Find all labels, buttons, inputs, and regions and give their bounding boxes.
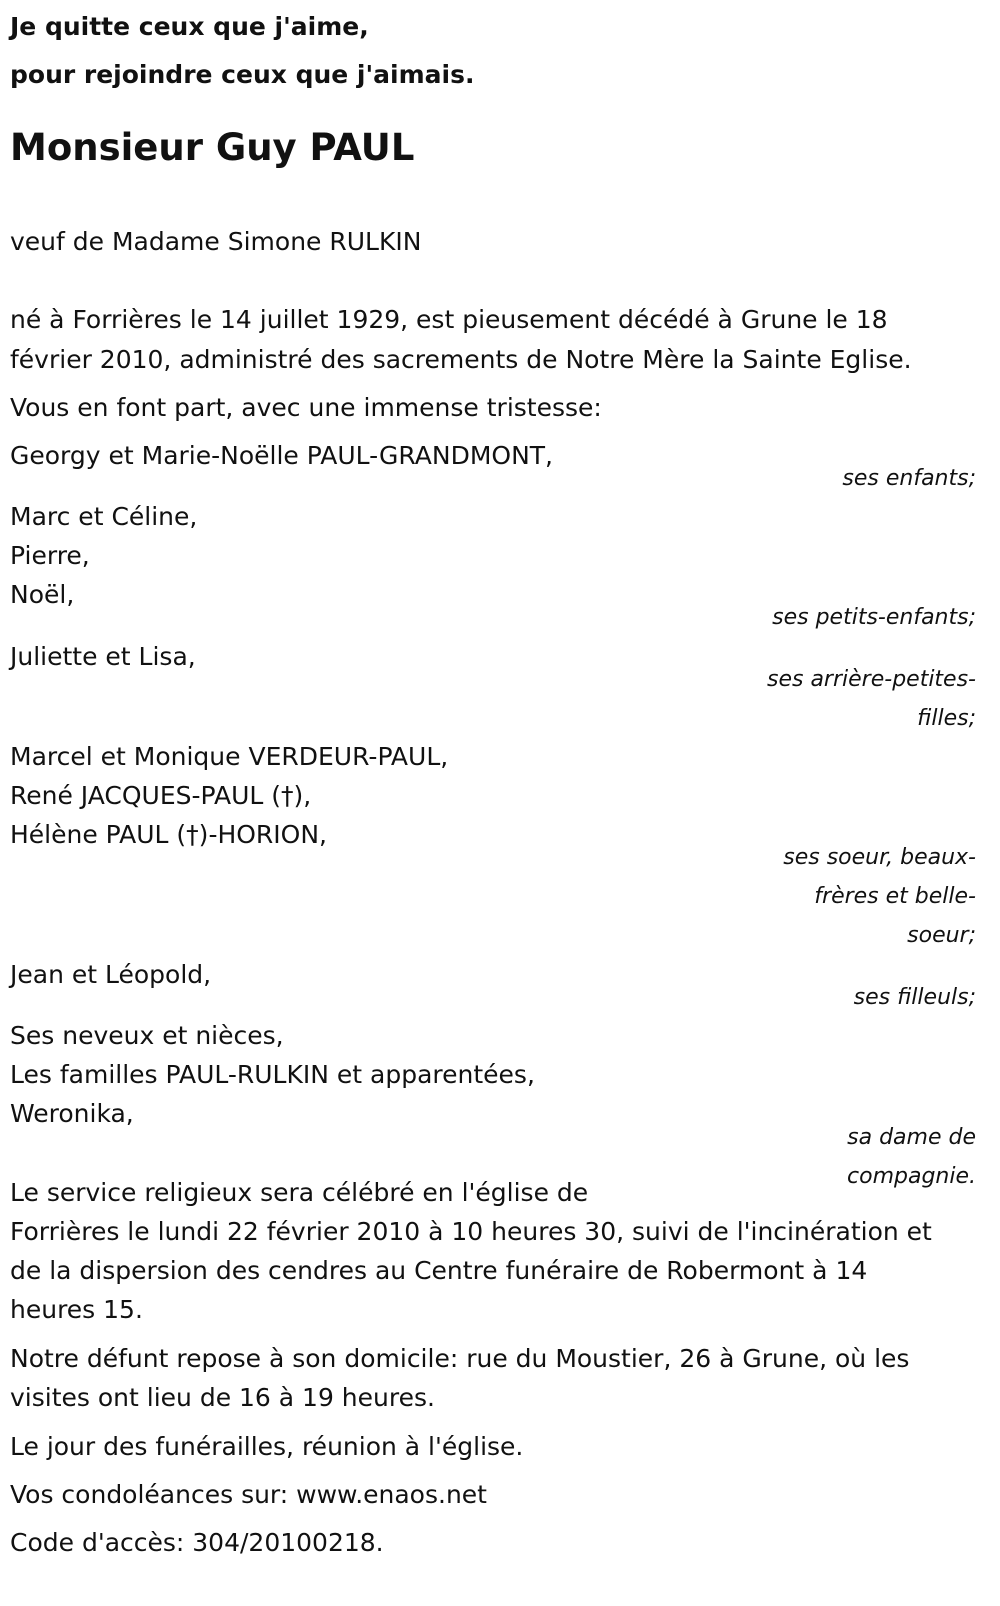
other-family-line: Les familles PAUL-RULKIN et apparentées, bbox=[10, 1060, 535, 1089]
companion-role-line-2: compagnie. bbox=[847, 1164, 976, 1189]
service-line-3: de la dispersion des cendres au Centre funéraire de Robermont à 14 bbox=[10, 1256, 868, 1285]
visitation-line-1: Notre défunt repose à son domicile: rue du Moustier, 26 à Grune, où les bbox=[10, 1344, 910, 1373]
siblings-role-line-3: soeur; bbox=[907, 923, 976, 948]
condolences-line: Vos condoléances sur: www.enaos.net bbox=[10, 1480, 487, 1509]
widow-line: veuf de Madame Simone RULKIN bbox=[10, 227, 422, 256]
siblings-role-line-1: ses soeur, beaux- bbox=[783, 845, 976, 870]
godchildren-role: ses filleuls; bbox=[853, 985, 976, 1010]
siblings-role-line-2: frères et belle- bbox=[814, 884, 976, 909]
great-grandchildren-role-line-1: ses arrière-petites- bbox=[767, 667, 976, 692]
grandchild-name: Pierre, bbox=[10, 541, 90, 570]
announcement: Vous en font part, avec une immense tristesse: bbox=[10, 393, 602, 422]
great-grandchildren-role-line-2: filles; bbox=[917, 706, 976, 731]
service-line-2: Forrières le lundi 22 février 2010 à 10 heures 30, suivi de l'incinération et bbox=[10, 1217, 932, 1246]
funeral-meeting: Le jour des funérailles, réunion à l'église. bbox=[10, 1432, 524, 1461]
sibling-name: Hélène PAUL (†)-HORION, bbox=[10, 820, 328, 849]
epigraph-line-1: Je quitte ceux que j'aime, bbox=[10, 12, 369, 41]
service-line-4: heures 15. bbox=[10, 1295, 143, 1324]
epigraph-line-2: pour rejoindre ceux que j'aimais. bbox=[10, 60, 475, 89]
grandchild-name: Noël, bbox=[10, 580, 75, 609]
grandchild-name: Marc et Céline, bbox=[10, 502, 198, 531]
great-grandchildren-name: Juliette et Lisa, bbox=[10, 642, 196, 671]
visitation-line-2: visites ont lieu de 16 à 19 heures. bbox=[10, 1383, 435, 1412]
sibling-name: René JACQUES-PAUL (†), bbox=[10, 781, 312, 810]
children-role: ses enfants; bbox=[842, 466, 976, 491]
companion-role-line-1: sa dame de bbox=[847, 1125, 976, 1150]
grandchildren-role: ses petits-enfants; bbox=[772, 605, 976, 630]
deceased-name: Monsieur Guy PAUL bbox=[10, 126, 415, 169]
other-family-line: Weronika, bbox=[10, 1099, 134, 1128]
godchildren-name: Jean et Léopold, bbox=[10, 960, 212, 989]
birth-death-line-2: février 2010, administré des sacrements de Notre Mère la Sainte Eglise. bbox=[10, 345, 912, 374]
children-name: Georgy et Marie-Noëlle PAUL-GRANDMONT, bbox=[10, 441, 553, 470]
other-family-line: Ses neveux et nièces, bbox=[10, 1021, 284, 1050]
access-code: Code d'accès: 304/20100218. bbox=[10, 1528, 384, 1557]
service-line-1: Le service religieux sera célébré en l'église de bbox=[10, 1178, 589, 1207]
sibling-name: Marcel et Monique VERDEUR-PAUL, bbox=[10, 742, 449, 771]
birth-death-line-1: né à Forrières le 14 juillet 1929, est pieusement décédé à Grune le 18 bbox=[10, 305, 888, 334]
